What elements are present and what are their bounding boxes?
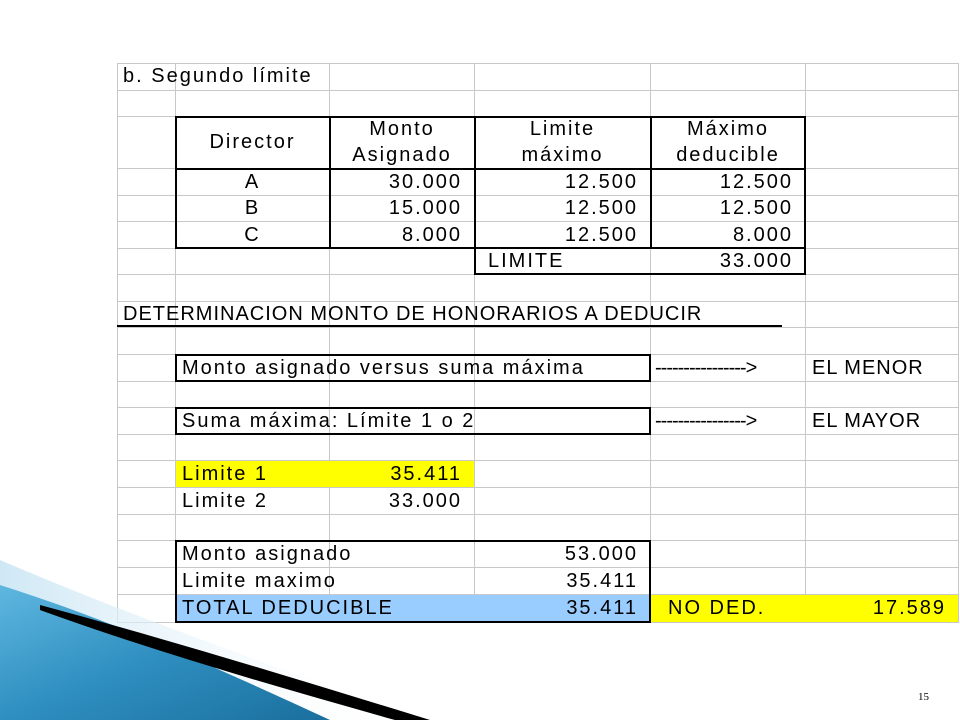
row-a-maximo: 12.500 xyxy=(719,170,793,193)
no-deducible-value: 17.589 xyxy=(872,597,946,619)
determination-title: DETERMINACION MONTO DE HONORARIOS A DEDUCIR xyxy=(123,303,703,325)
rule-2-text: Suma máxima: Límite 1 o 2 xyxy=(182,409,476,432)
monto-asignado-label: Monto asignado xyxy=(182,542,353,565)
total-deducible-value: 35.411 xyxy=(566,597,638,619)
limite-1-label: Limite 1 xyxy=(182,462,269,485)
swoosh-blue xyxy=(0,585,330,720)
limite-total-label: LIMITE xyxy=(488,249,565,272)
limite-total-value: 33.000 xyxy=(719,249,793,272)
total-deducible-label: TOTAL DEDUCIBLE xyxy=(182,597,394,619)
limite-2-value: 33.000 xyxy=(388,489,462,512)
row-b-maximo: 12.500 xyxy=(719,197,793,219)
header-monto-line1: Monto xyxy=(369,118,435,140)
header-maximo-line2: deducible xyxy=(676,143,780,166)
row-c-director: C xyxy=(244,223,261,246)
rule-1-result: EL MENOR xyxy=(812,356,924,379)
limite-maximo-value: 35.411 xyxy=(566,569,638,592)
row-c-maximo: 8.000 xyxy=(732,223,793,246)
limite-maximo-label: Limite maximo xyxy=(182,569,337,592)
row-a-limite: 12.500 xyxy=(564,170,638,193)
no-deducible-label: NO DED. xyxy=(668,597,766,619)
row-c-limite: 12.500 xyxy=(564,223,638,246)
row-a-director: A xyxy=(244,170,261,193)
rule-1-text: Monto asignado versus suma máxima xyxy=(182,356,585,379)
header-maximo-line1: Máximo xyxy=(686,118,769,140)
rule-2-arrow: ----------------> xyxy=(655,409,757,432)
row-b-director: B xyxy=(244,197,261,219)
header-monto-line2: Asignado xyxy=(352,143,452,166)
limite-2-label: Limite 2 xyxy=(182,489,269,512)
row-b-monto: 15.000 xyxy=(388,197,462,219)
limite-1-value: 35.411 xyxy=(390,462,462,485)
page-number: 15 xyxy=(918,691,929,703)
section-title: b. Segundo límite xyxy=(123,65,313,87)
monto-asignado-value: 53.000 xyxy=(564,542,638,565)
row-b-limite: 12.500 xyxy=(564,197,638,219)
rule-2-result: EL MAYOR xyxy=(812,409,922,432)
row-a-monto: 30.000 xyxy=(388,170,462,193)
row-c-monto: 8.000 xyxy=(401,223,462,246)
header-limite-line1: Limite xyxy=(529,118,596,140)
rule-1-arrow: ----------------> xyxy=(655,356,757,379)
header-limite-line2: máximo xyxy=(521,143,604,166)
header-director: Director xyxy=(209,131,296,153)
